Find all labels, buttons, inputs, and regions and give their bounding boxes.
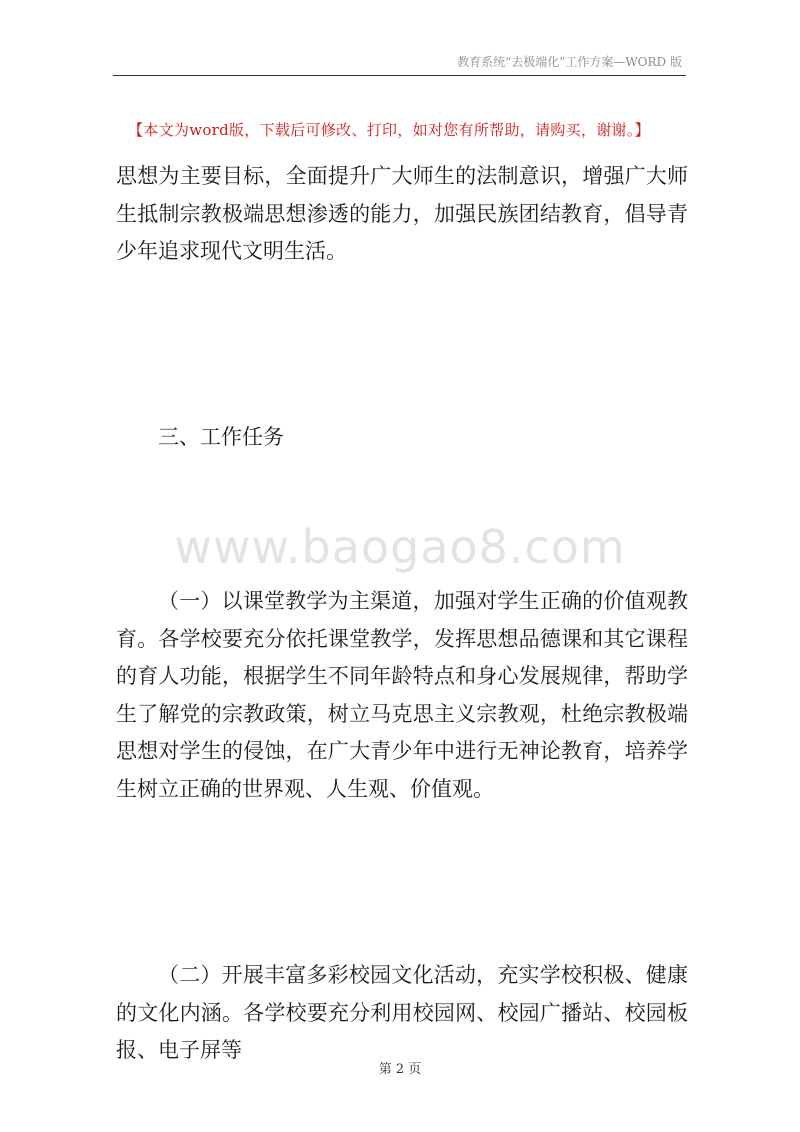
download-notice: 【本文为word版，下载后可修改、打印，如对您有所帮助，请购买，谢谢。】 (128, 121, 650, 139)
body-paragraph-2: （一）以课堂教学为主渠道，加强对学生正确的价值观教育。各学校要充分依托课堂教学，发挥思想品德课和其它课程的育人功能，根据学生不同年龄特点和身心发展规律，帮助学生了解党的宗教政策，树立马克思主义宗教观，杜绝宗教极端思想对学生的侵蚀，在广大青少年中进行无神论教育，培养学生树立正确的世界观、人生观、价值观。 (116, 589, 688, 801)
body-paragraph-1: 思想为主要目标，全面提升广大师生的法制意识，增强广大师生抵制宗教极端思想渗透的能力，加强民族团结教育，倡导青少年追求现代文明生活。 (116, 164, 688, 263)
page-number: 第 2 页 (378, 1062, 422, 1077)
body-paragraph-3: （二）开展丰富多彩校园文化活动，充实学校积极、健康的文化内涵。各学校要充分利用校园网、校园广播站、校园板报、电子屏等 (116, 963, 688, 1062)
section-heading-tasks: 三、工作任务 (158, 425, 284, 449)
watermark-text: www.baogao8.com (174, 520, 626, 574)
header-divider (113, 75, 686, 76)
document-header-title: 教育系统“去极端化”工作方案—WORD 版 (457, 55, 682, 69)
